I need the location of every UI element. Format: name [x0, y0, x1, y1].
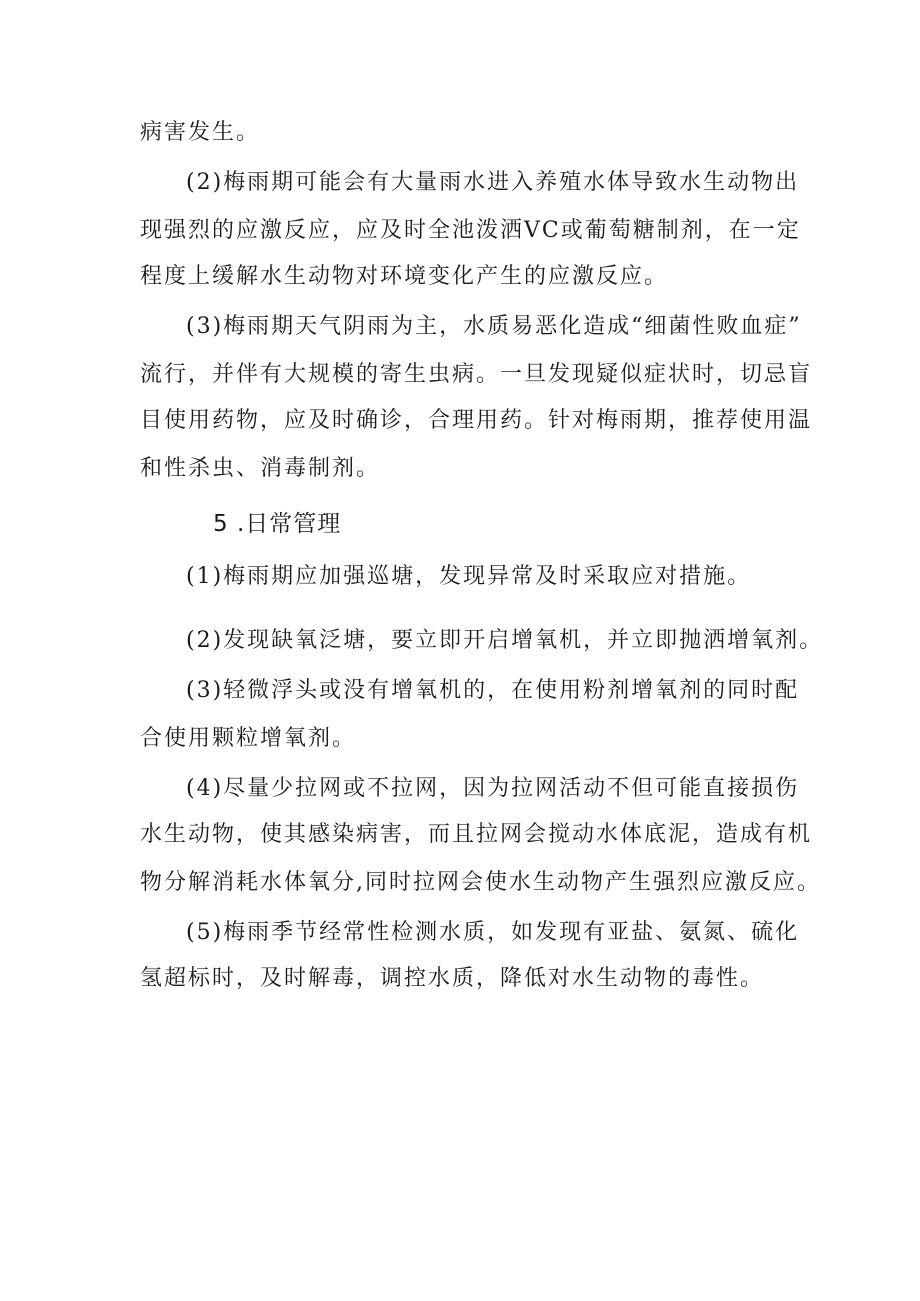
paragraph-3-line-3: 目使用药物，应及时确诊，合理用药。针对梅雨期，推荐使用温 — [140, 408, 813, 433]
paragraph-3-line-2: 流行，并伴有大规模的寄生虫病。一旦发现疑似症状时，切忌盲 — [140, 362, 813, 387]
section-item-1-line-1: (1)梅雨期应加强巡塘，发现异常及时采取应对措施。 — [186, 564, 752, 589]
section-item-4-line-2: 水生动物，使其感染病害，而且拉网会搅动水体底泥，造成有机 — [140, 822, 813, 847]
paragraph-2-line-1: (2)梅雨期可能会有大量雨水进入养殖水体导致水生动物出 — [186, 170, 800, 195]
section-item-3-line-2: 合使用颗粒增氧剂。 — [140, 726, 357, 751]
paragraph-continuation: 病害发生。 — [140, 120, 261, 145]
section-item-4-line-1: (4)尽量少拉网或不拉网，因为拉网活动不但可能直接损伤 — [186, 776, 800, 801]
section-item-5-line-1: (5)梅雨季节经常性检测水质，如发现有亚盐、氨氮、硫化 — [186, 920, 800, 945]
section-item-3-line-1: (3)轻微浮头或没有增氧机的，在使用粉剂增氧剂的同时配 — [186, 678, 800, 703]
paragraph-2-line-2: 现强烈的应激反应，应及时全池泼洒VC或葡萄糖制剂，在一定 — [140, 218, 801, 243]
section-heading: 5 .日常管理 — [213, 511, 342, 537]
paragraph-2-line-3: 程度上缓解水生动物对环境变化产生的应激反应。 — [140, 264, 669, 289]
section-item-4-line-3: 物分解消耗水体氧分,同时拉网会使水生动物产生强烈应激反应。 — [140, 870, 821, 895]
section-item-5-line-2: 氢超标时，及时解毒，调控水质，降低对水生动物的毒性。 — [140, 966, 765, 991]
paragraph-3-line-1: (3)梅雨期天气阴雨为主，水质易恶化造成“细菌性败血症” — [186, 314, 802, 339]
section-item-2-line-1: (2)发现缺氧泛塘，要立即开启增氧机，并立即抛洒增氧剂。 — [186, 628, 824, 653]
paragraph-3-line-4: 和性杀虫、消毒制剂。 — [140, 456, 381, 481]
